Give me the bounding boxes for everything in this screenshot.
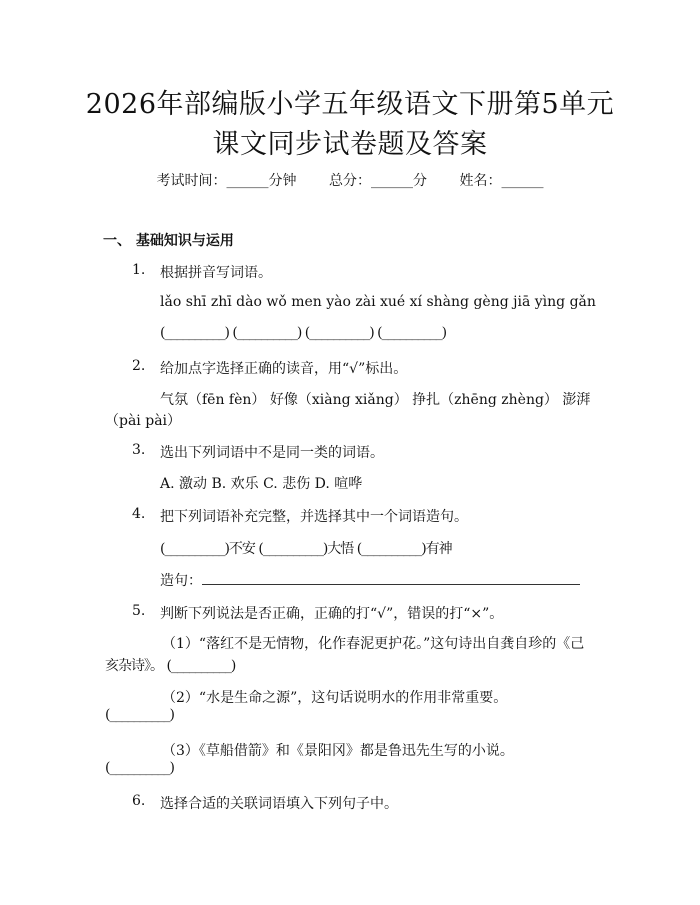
q1-blanks[interactable]: (__________) (__________) (__________) (__________)	[160, 325, 447, 341]
q5-item1-line1: （1）“落红不是无情物，化作春泥更护花。”这句诗出自龚自珍的《己	[162, 636, 585, 652]
q4-text: 把下列词语补充完整，并选择其中一个词语造句。	[160, 509, 468, 525]
q5-text: 判断下列说法是否正确，正确的打“√”，错误的打“×”。	[160, 606, 504, 622]
q2-line2: （pài pài）	[105, 413, 182, 429]
q3-options: A. 激动 B. 欢乐 C. 悲伤 D. 喧哗	[160, 476, 363, 492]
q5-item3-line1: （3）《草船借箭》和《景阳冈》都是鲁迅先生写的小说。	[162, 743, 514, 759]
q5-item2-line2[interactable]: (__________)	[105, 707, 174, 723]
q1-text: 根据拼音写词语。	[160, 265, 272, 281]
q5-item1-line2[interactable]: 亥杂诗》。 (__________)	[105, 658, 236, 674]
q6-text: 选择合适的关联词语填入下列句子中。	[160, 796, 398, 812]
exam-time: 考试时间：______分钟	[156, 173, 297, 189]
page-title-line2: 课文同步试卷题及答案	[212, 129, 488, 160]
q2-number: 2.	[132, 358, 146, 374]
q2-line1: 气氛（fēn fèn） 好像（xiàng xiǎng） 挣扎（zhēng zhèng） 澎湃	[160, 392, 591, 408]
q4-sentence-line[interactable]	[202, 570, 580, 585]
q1-number: 1.	[132, 262, 146, 278]
q5-item2-line1: （2）“水是生命之源”，这句话说明水的作用非常重要。	[162, 690, 508, 706]
q3-number: 3.	[132, 442, 146, 458]
q1-pinyin: lǎo shī zhī dào wǒ men yào zài xué xí shàng gèng jiā yìng gǎn	[160, 294, 596, 310]
q3-text: 选出下列词语中不是同一类的词语。	[160, 445, 384, 461]
exam-score: 总分：______分	[329, 173, 427, 189]
q6-number: 6.	[132, 793, 146, 809]
section-heading: 一、 基础知识与运用	[103, 233, 234, 249]
q4-sentence	[160, 570, 580, 590]
q4-blanks[interactable]: (__________)不安 (__________)大悟 (__________)有神	[160, 541, 452, 557]
exam-meta	[0, 170, 700, 190]
page-title-line1: 2026年部编版小学五年级语文下册第5单元	[85, 89, 615, 120]
q5-item3-line2[interactable]: (__________)	[105, 760, 174, 776]
exam-name: 姓名：______	[459, 173, 544, 189]
q4-number: 4.	[132, 506, 146, 522]
q5-number: 5.	[132, 603, 146, 619]
q4-sentence-label: 造句：	[160, 573, 202, 589]
q2-text: 给加点字选择正确的读音，用“√”标出。	[160, 361, 408, 377]
